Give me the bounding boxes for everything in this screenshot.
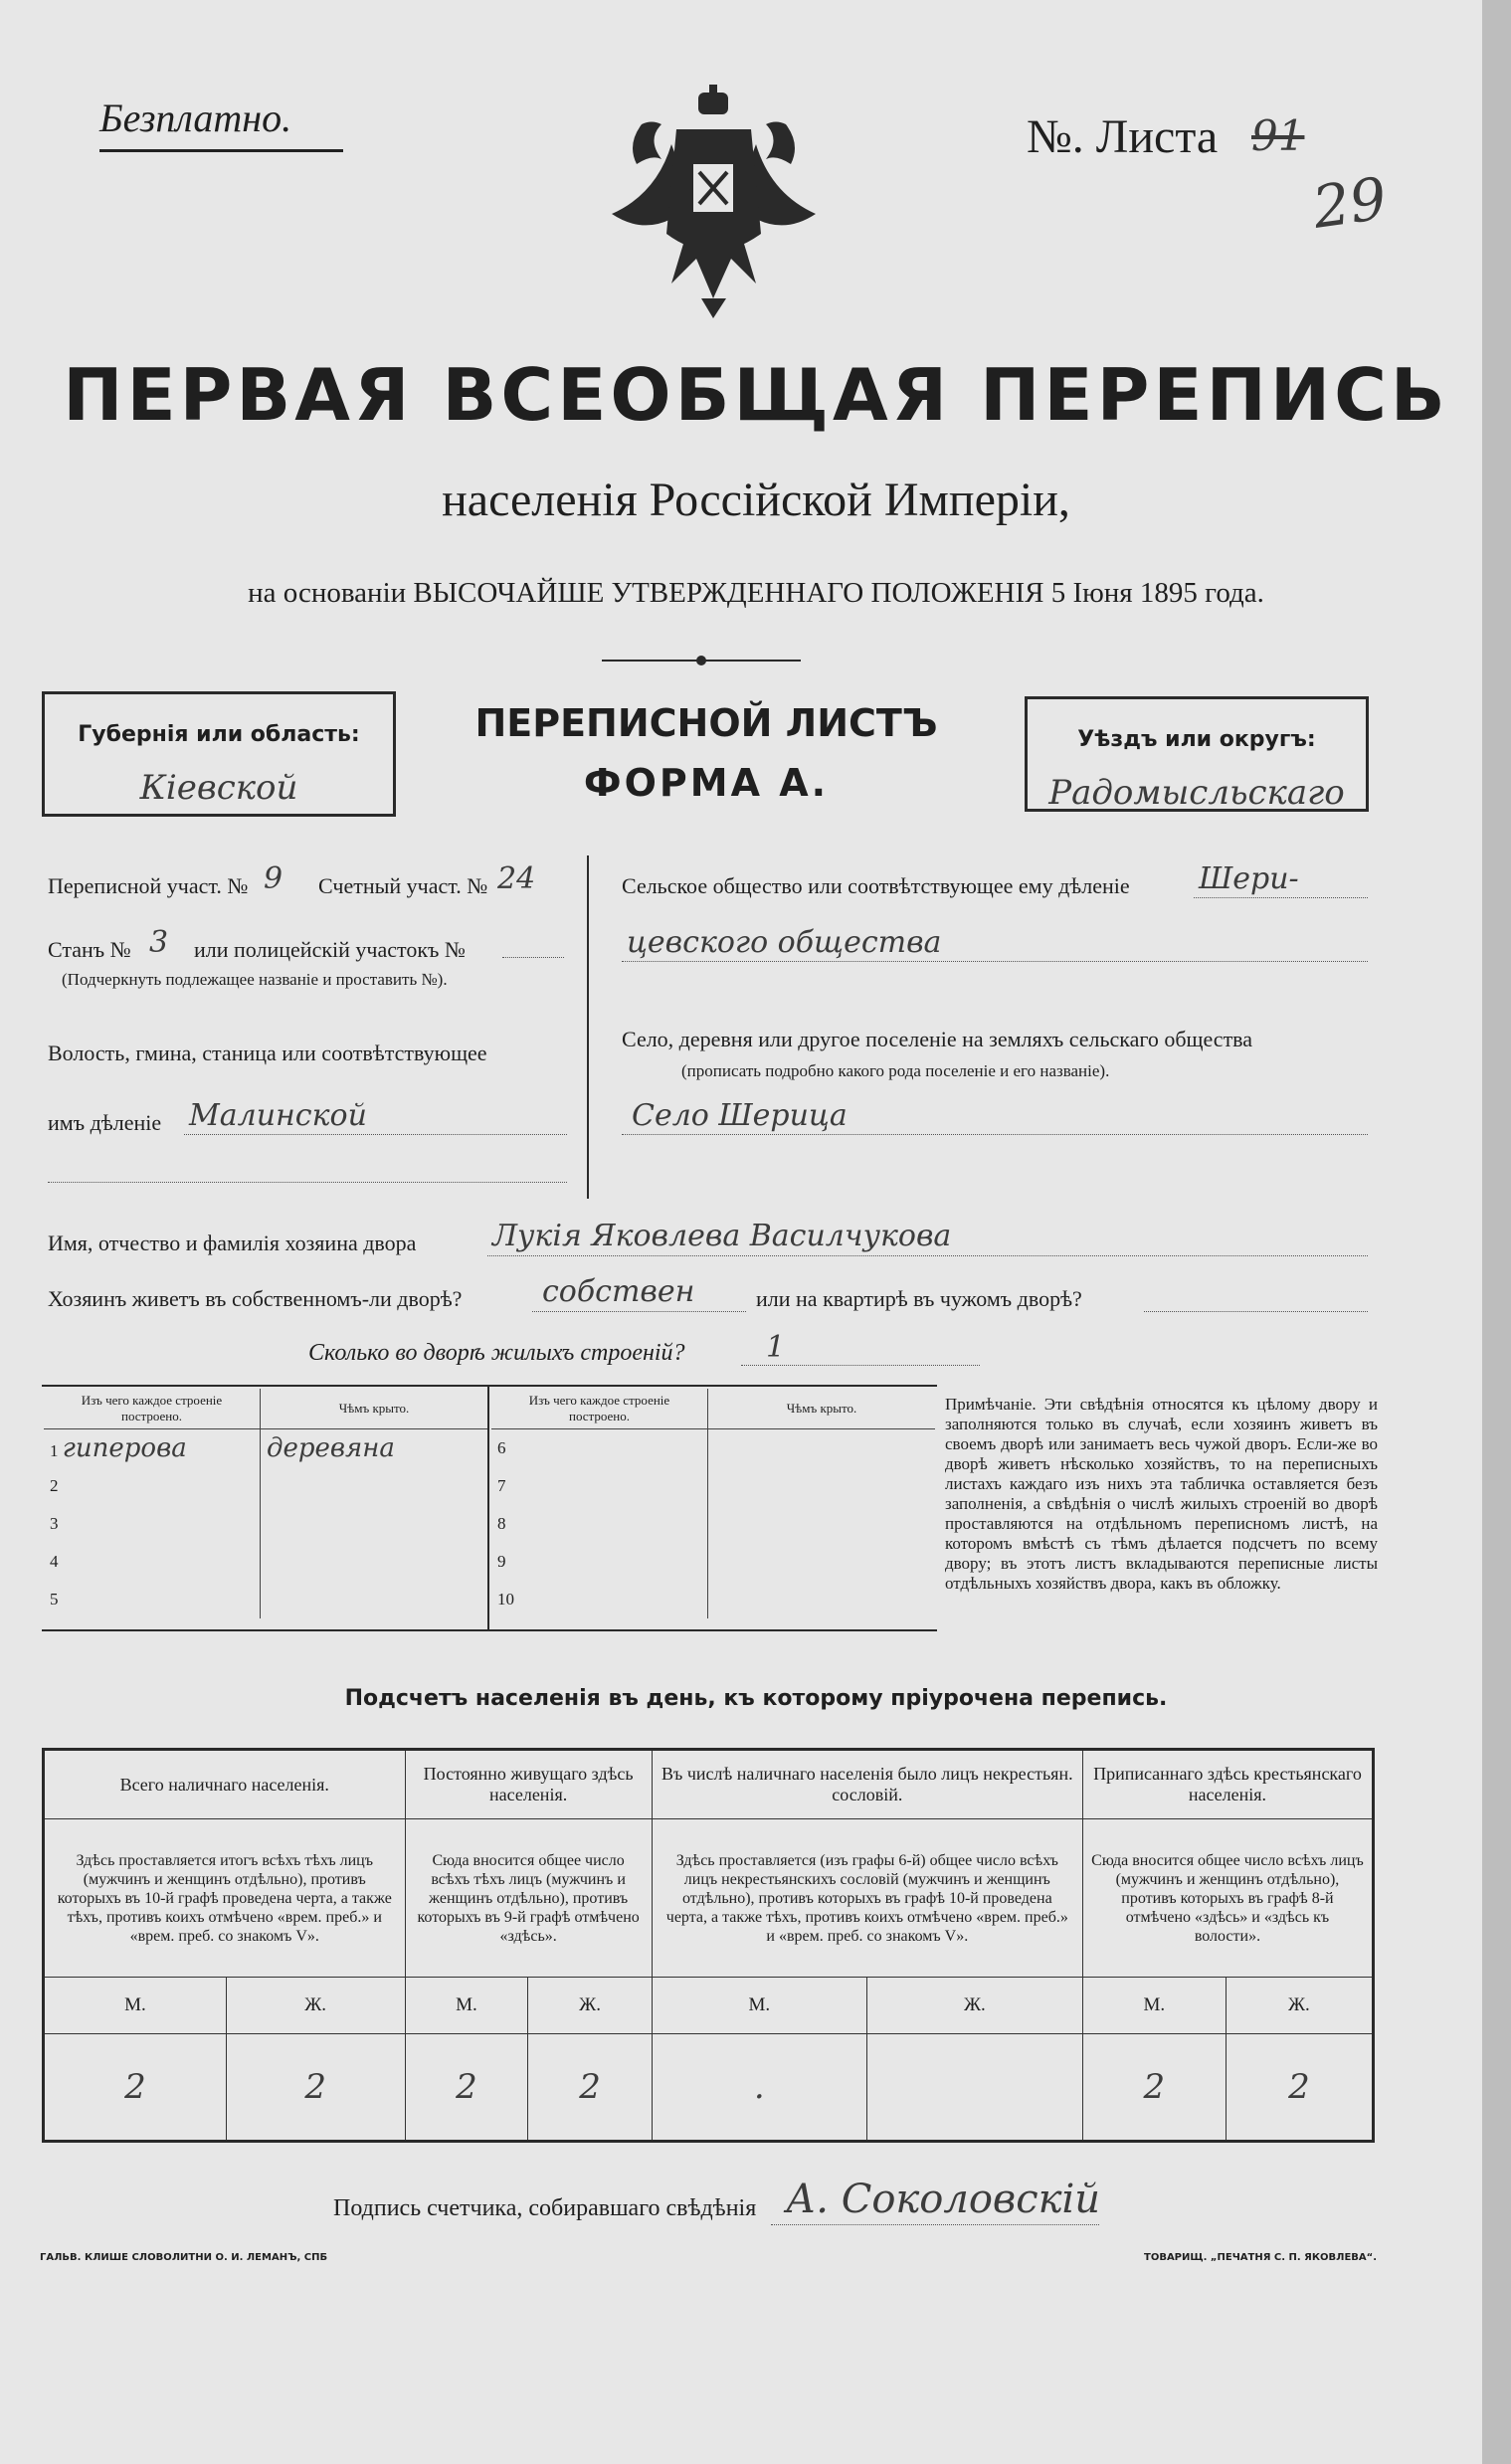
page-subtitle: населенія Россійской Имперіи, [442, 474, 1070, 526]
divider-ornament [602, 654, 801, 667]
signature-value[interactable]: А. Соколовскій [786, 2177, 1101, 2222]
buildings-table-left [44, 1389, 487, 1618]
population-heading: Подсчетъ населенія въ день, къ которому пріурочена перепись. [344, 1686, 1168, 1711]
row-number: 4 [50, 1552, 59, 1571]
female-header: Ж. [528, 1978, 652, 2034]
corner-number: 29 [1308, 164, 1392, 242]
province-box [42, 691, 396, 817]
male-header: М. [652, 1978, 866, 2034]
male-header: М. [44, 1978, 227, 2034]
non-peasant-female-count[interactable] [866, 2034, 1082, 2142]
village-value[interactable]: Село Шерица [632, 1098, 848, 1133]
society-value-2[interactable]: цевского общества [627, 925, 942, 960]
stan-note: (Подчеркнуть подлежащее названіе и проставить №). [62, 970, 448, 989]
roof-header: Чѣмъ крыто. [261, 1389, 488, 1429]
registered-peasant-desc: Сюда вносится общее число всѣхъ лицъ (мужчинъ и женщинъ отдѣльно), противъ которыхъ въ графѣ 8-й отмѣчено «здѣсь» и «здѣсь къ волости». [1082, 1819, 1373, 1978]
building-roof-cell[interactable] [708, 1429, 936, 1468]
printer-left: ГАЛЬВ. КЛИШЕ СЛОВОЛИТНИ О. И. ЛЕМАНЪ, СПБ [40, 2252, 328, 2263]
building-roof-cell[interactable] [261, 1581, 488, 1618]
row-number: 6 [497, 1438, 506, 1457]
row-number: 10 [497, 1590, 514, 1609]
page-title: ПЕРВАЯ ВСЕОБЩАЯ ПЕРЕПИСЬ [63, 353, 1449, 437]
printer-right: ТОВАРИЩ. „ПЕЧАТНЯ С. П. ЯКОВЛЕВА“. [1144, 2252, 1378, 2263]
table-row [491, 1505, 935, 1543]
permanent-header: Постоянно живущаго здѣсь населенія. [405, 1750, 652, 1819]
total-male-count[interactable]: 2 [44, 2034, 227, 2142]
non-peasant-header: Въ числѣ наличнаго населенія было лицъ некрестьян. сословій. [652, 1750, 1082, 1819]
owner-name-line [487, 1255, 1368, 1256]
row-number: 3 [50, 1514, 59, 1533]
society-line-1 [1194, 897, 1368, 898]
form-subtitle: ФОРМА А. [583, 761, 830, 805]
building-roof-cell[interactable] [261, 1429, 488, 1468]
volost-value[interactable]: Малинской [189, 1098, 367, 1133]
material-header: Изъ чего каждое строеніе построено. [44, 1389, 261, 1429]
owner-rent-line[interactable] [1144, 1311, 1368, 1312]
sheet-number-value: 91 [1251, 111, 1305, 160]
table-row [44, 1505, 487, 1543]
row-number: 5 [50, 1590, 59, 1609]
building-material-cell[interactable] [44, 1543, 261, 1581]
population-table [42, 1748, 1375, 2143]
building-material-cell[interactable] [44, 1429, 261, 1468]
building-material-cell[interactable] [491, 1543, 708, 1581]
registered-female-count[interactable]: 2 [1226, 2034, 1373, 2142]
owner-name-value[interactable]: Лукія Яковлева Василчукова [492, 1219, 952, 1253]
district-box [1025, 696, 1369, 812]
row-number: 8 [497, 1514, 506, 1533]
material-header: Изъ чего каждое строеніе построено. [491, 1389, 708, 1429]
village-line [622, 1134, 1368, 1135]
total-female-count[interactable]: 2 [226, 2034, 405, 2142]
stan-label: Станъ № [48, 937, 131, 962]
form-title: ПЕРЕПИСНОЙ ЛИСТЪ [474, 701, 938, 745]
district-label: Уѣздъ или округъ: [1077, 727, 1316, 752]
buildings-count-label: Сколько во дворѣ жилыхъ строеній? [308, 1340, 685, 1366]
legal-basis: на основаніи ВЫСОЧАЙШЕ УТВЕРЖДЕННАГО ПОЛОЖЕНІЯ 5 Іюня 1895 года. [248, 577, 1264, 609]
female-header: Ж. [866, 1978, 1082, 2034]
stan-rest-label: или полицейскій участокъ № [194, 937, 466, 962]
free-label: Безплатно. [99, 95, 292, 140]
sheet-number-label: №. Листа [1027, 110, 1219, 163]
volost-label: Волость, гмина, станица или соотвѣтствующее [48, 1041, 487, 1065]
female-header: Ж. [226, 1978, 405, 2034]
building-material-cell[interactable] [491, 1581, 708, 1618]
signature-line [771, 2224, 1099, 2225]
province-label: Губернія или область: [78, 722, 360, 747]
buildings-table-right [491, 1389, 935, 1618]
province-value[interactable]: Кіевской [139, 768, 298, 808]
table-row [44, 1581, 487, 1618]
building-material-cell[interactable] [44, 1505, 261, 1543]
double-headed-eagle-icon [602, 85, 826, 318]
permanent-female-count[interactable]: 2 [528, 2034, 652, 2142]
building-roof-cell[interactable] [708, 1467, 936, 1505]
building-material-cell[interactable] [44, 1581, 261, 1618]
buildings-table-top [42, 1385, 937, 1387]
census-section-value[interactable]: 9 [264, 861, 283, 896]
permanent-male-count[interactable]: 2 [405, 2034, 528, 2142]
buildings-count-value[interactable]: 1 [766, 1330, 786, 1365]
registered-peasant-header: Приписаннаго здѣсь крестьянскаго населенія. [1082, 1750, 1373, 1819]
building-roof-cell[interactable] [708, 1543, 936, 1581]
signature-label: Подпись счетчика, собиравшаго свѣдѣнія [333, 2195, 757, 2221]
buildings-count-line [741, 1365, 980, 1366]
owner-lives-value[interactable]: собствен [542, 1274, 695, 1309]
stan-value[interactable]: 3 [149, 925, 169, 960]
volost-extra-line [48, 1182, 567, 1183]
counting-section-label: Счетный участ. № [318, 873, 488, 898]
note-text: Примѣчаніе. Эти свѣдѣнія относятся къ цѣлому двору и заполняются только въ случаѣ, если хозяинъ живетъ въ своемъ дворѣ или занимаетъ весь чужой дворъ. Если-же во дворѣ живетъ нѣсколько хозяйствъ, то на переписныхъ листахъ каждаго изъ нихъ эта табличка оставляется безъ заполненія, а свѣдѣнія о числѣ жилыхъ строеній во дворѣ проставляются на отдѣльномъ переписномъ листѣ, на которомъ вмѣстѣ съ тѣмъ дѣлается подсчетъ по всему двору; въ этотъ листъ вкладываются переписные листы отдѣльныхъ хозяйствъ двора, какъ въ обложку. [945, 1395, 1378, 1593]
table-row [491, 1543, 935, 1581]
table-row [491, 1429, 935, 1468]
building-roof-cell[interactable] [261, 1543, 488, 1581]
volost-line [184, 1134, 567, 1135]
owner-lives-rest: или на квартирѣ въ чужомъ дворѣ? [756, 1286, 1082, 1311]
non-peasant-male-count[interactable]: . [652, 2034, 866, 2142]
volost-label-2: имъ дѣленіе [48, 1110, 162, 1135]
row-number: 1 [50, 1441, 59, 1460]
male-header: М. [1082, 1978, 1226, 2034]
row-number: 2 [50, 1476, 59, 1495]
table-row [491, 1467, 935, 1505]
row-number: 9 [497, 1552, 506, 1571]
table-row [491, 1581, 935, 1618]
column-divider [587, 855, 589, 1199]
table-row [44, 1543, 487, 1581]
scan-edge [1482, 0, 1511, 2464]
registered-male-count[interactable]: 2 [1082, 2034, 1226, 2142]
society-line-2 [622, 961, 1368, 962]
buildings-table-bottom [42, 1629, 937, 1631]
owner-lives-line [532, 1311, 746, 1312]
permanent-desc: Сюда вносится общее число всѣхъ тѣхъ лицъ (мужчинъ и женщинъ отдѣльно), противъ которыхъ въ 9-й графѣ отмѣчено «здѣсь». [405, 1819, 652, 1978]
buildings-table-divider [487, 1385, 489, 1631]
owner-name-label: Имя, отчество и фамилія хозяина двора [48, 1231, 417, 1255]
village-note: (прописать подробно какого рода поселеніе и его названіе). [681, 1061, 1110, 1080]
society-value[interactable]: Шери- [1199, 861, 1299, 896]
building-material-cell[interactable] [491, 1467, 708, 1505]
building-roof-value: деревяна [267, 1433, 395, 1463]
row-number: 7 [497, 1476, 506, 1495]
society-label: Сельское общество или соотвѣтствующее ему дѣленіе [622, 873, 1130, 898]
police-section-line[interactable] [502, 957, 564, 958]
building-roof-cell[interactable] [261, 1505, 488, 1543]
roof-header: Чѣмъ крыто. [708, 1389, 936, 1429]
owner-lives-label: Хозяинъ живетъ въ собственномъ-ли дворѣ? [48, 1286, 463, 1311]
building-material-cell[interactable] [44, 1467, 261, 1505]
non-peasant-desc: Здѣсь проставляется (изъ графы 6-й) общее число всѣхъ лицъ некрестьянскихъ сословій (мужчинъ и женщинъ отдѣльно), противъ которыхъ въ графѣ 10-й проведена черта, а также тѣхъ, противъ коихъ отмѣчено «врем. преб.» и «врем. преб. со знакомъ V». [652, 1819, 1082, 1978]
district-value[interactable]: Радомысльскаго [1048, 773, 1345, 813]
male-header: М. [405, 1978, 528, 2034]
building-roof-cell[interactable] [708, 1505, 936, 1543]
total-present-desc: Здѣсь проставляется итогъ всѣхъ тѣхъ лицъ (мужчинъ и женщинъ отдѣльно), противъ которыхъ въ 10-й графѣ проведена черта, а также тѣхъ, противъ коихъ отмѣчено «врем. преб.» и «врем. преб. со знакомъ V». [44, 1819, 406, 1978]
village-label: Село, деревня или другое поселеніе на земляхъ сельскаго общества [622, 1027, 1253, 1051]
free-underline [99, 149, 343, 152]
table-row [44, 1467, 487, 1505]
census-section-label: Переписной участ. № [48, 873, 249, 898]
table-row [44, 1429, 487, 1468]
building-material-cell[interactable] [491, 1505, 708, 1543]
total-present-header: Всего наличнаго населенія. [44, 1750, 406, 1819]
building-roof-cell[interactable] [261, 1467, 488, 1505]
building-material-value: гиперова [62, 1433, 187, 1463]
building-material-cell[interactable] [491, 1429, 708, 1468]
building-roof-cell[interactable] [708, 1581, 936, 1618]
counting-section-value[interactable]: 24 [497, 861, 536, 896]
female-header: Ж. [1226, 1978, 1373, 2034]
